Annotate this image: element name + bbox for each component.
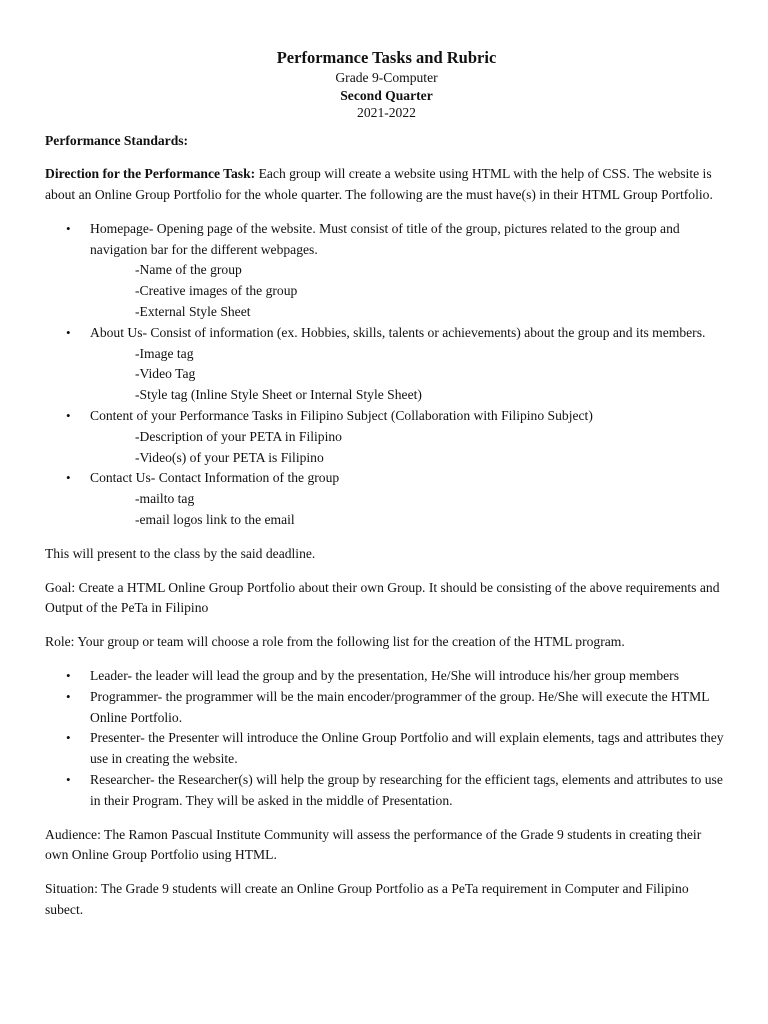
school-year-line: 2021-2022 — [357, 105, 416, 120]
list-item — [45, 219, 728, 323]
present-note: This will present to the class by the said deadline. — [45, 545, 316, 561]
grade-line: Grade 9-Computer — [335, 70, 438, 85]
requirement-sub-item: -External Style Sheet — [135, 304, 251, 320]
performance-standards-heading: Performance Standards: — [45, 132, 189, 148]
requirement-text: • About Us- Consist of information (ex. Hobbies, skills, talents or achievements) about the group and its members. — [90, 324, 706, 340]
roles-list — [45, 666, 728, 812]
document-title: Performance Tasks and Rubric — [276, 48, 497, 67]
list-item — [45, 468, 728, 530]
direction-text: Each group will create a website using HTML with the help of CSS. The website is about an Online Group Portfolio for the whole quarter. The following are the must have(s) in their HTML Group Portfolio. — [45, 166, 713, 203]
requirement-sub-item: -Image tag — [135, 345, 194, 361]
requirement-text: • Contact Us- Contact Information of the group — [90, 470, 340, 486]
quarter-line: Second Quarter — [340, 87, 433, 103]
requirement-sub-item: -mailto tag — [135, 491, 195, 507]
requirement-sub-item: -email logos link to the email — [135, 512, 295, 528]
requirement-sub-item: -Creative images of the group — [135, 283, 298, 299]
list-item: • Programmer- the programmer will be the main encoder/programmer of the group. He/She will execute the HTML Online Portfolio. — [45, 687, 728, 729]
requirement-sub-item: -Video Tag — [135, 366, 196, 382]
role-intro: Role: Your group or team will choose a role from the following list for the creation of the HTML program. — [45, 634, 625, 650]
list-item — [45, 406, 728, 468]
list-item — [45, 323, 728, 406]
audience-paragraph: Audience: The Ramon Pascual Institute Community will assess the performance of the Grade 9 students in creating their own Online Group Portfolio using HTML. — [45, 826, 702, 863]
requirement-sub-item: -Style tag (Inline Style Sheet or Internal Style Sheet) — [135, 387, 422, 403]
list-item: • Presenter- the Presenter will introduce the Online Group Portfolio and will explain elements, tags and attributes they use in creating the website. — [45, 728, 728, 770]
requirements-list — [45, 219, 728, 531]
list-item: • Leader- the leader will lead the group and by the presentation, He/She will introduce his/her group members — [45, 666, 728, 687]
requirement-sub-item: -Video(s) of your PETA is Filipino — [135, 449, 324, 465]
requirement-sub-item: -Name of the group — [135, 262, 242, 278]
list-item: • Researcher- the Researcher(s) will help the group by researching for the efficient tags, elements and attributes to use in their Program. They will be asked in the middle of Presentation. — [45, 770, 728, 812]
situation-paragraph: Situation: The Grade 9 students will create an Online Group Portfolio as a PeTa requirement in Computer and Filipino subect. — [45, 881, 689, 917]
goal-paragraph: Goal: Create a HTML Online Group Portfolio about their own Group. It should be consisting of the above requirements and Output of the PeTa in Filipino — [45, 579, 720, 616]
requirement-sub-item: -Description of your PETA in Filipino — [135, 428, 342, 444]
direction-label: Direction for the Performance Task: — [45, 166, 256, 182]
requirement-text: • Content of your Performance Tasks in Filipino Subject (Collaboration with Filipino Subject) — [90, 408, 593, 424]
direction-paragraph — [45, 164, 728, 206]
requirement-text: • Homepage- Opening page of the website. Must consist of title of the group, pictures related to the group and navigation bar for the different webpages. — [90, 220, 680, 257]
